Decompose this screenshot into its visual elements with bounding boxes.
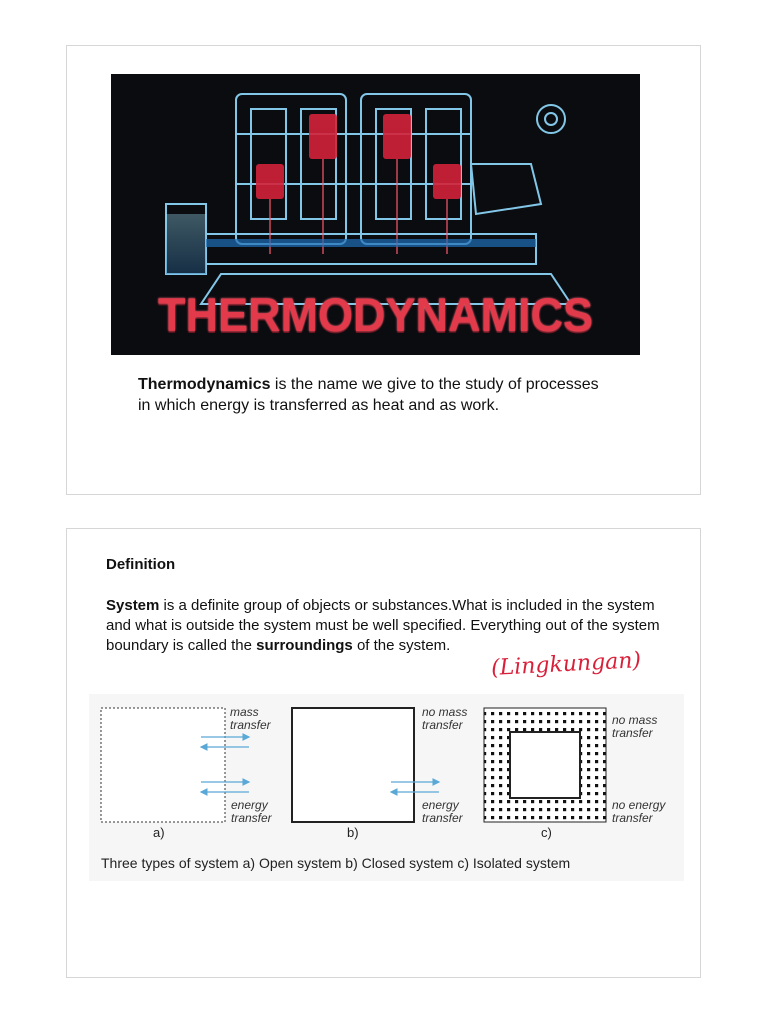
definition-heading: Definition bbox=[106, 556, 176, 573]
handwritten-note: (Lingkungan) bbox=[490, 648, 642, 681]
surroundings-term: surroundings bbox=[256, 637, 353, 654]
isolated-energy-label: no energy transfer bbox=[612, 798, 666, 825]
slide-thermodynamics-intro bbox=[66, 45, 701, 495]
intro-paragraph bbox=[138, 374, 608, 416]
closed-system-box bbox=[292, 708, 414, 822]
closed-mass-label: no mass transfer bbox=[422, 705, 468, 732]
isolated-mass-label: no mass transfer bbox=[612, 713, 658, 740]
definition-text-2: of the system. bbox=[352, 637, 451, 654]
open-energy-label: energy transfer bbox=[231, 798, 272, 825]
system-types-figure bbox=[89, 694, 684, 881]
isolated-system-letter: c) bbox=[541, 825, 552, 840]
open-system-box bbox=[101, 708, 225, 822]
system-term: System bbox=[106, 597, 160, 614]
banner-title: THERMODYNAMICS bbox=[158, 287, 593, 342]
system-types-diagram bbox=[89, 694, 684, 881]
open-system-letter: a) bbox=[153, 825, 165, 840]
definition-text-1: is a definite group of objects or substances.What is included in the system and what is outside the system must be well specified. Everything out of the system boundary is called the bbox=[106, 597, 660, 654]
intro-text: is the name we give to the study of processes in which energy is transferred as heat and as work. bbox=[138, 376, 599, 414]
slide-system-definition bbox=[66, 528, 701, 978]
closed-energy-label: energy transfer bbox=[422, 798, 463, 825]
closed-system-letter: b) bbox=[347, 825, 359, 840]
thermodynamics-banner-image bbox=[111, 74, 640, 355]
figure-caption: Three types of system a) Open system b) Closed system c) Isolated system bbox=[101, 855, 571, 871]
open-mass-label: mass transfer bbox=[230, 705, 271, 732]
definition-paragraph bbox=[106, 596, 666, 656]
intro-bold-term: Thermodynamics bbox=[138, 376, 271, 393]
